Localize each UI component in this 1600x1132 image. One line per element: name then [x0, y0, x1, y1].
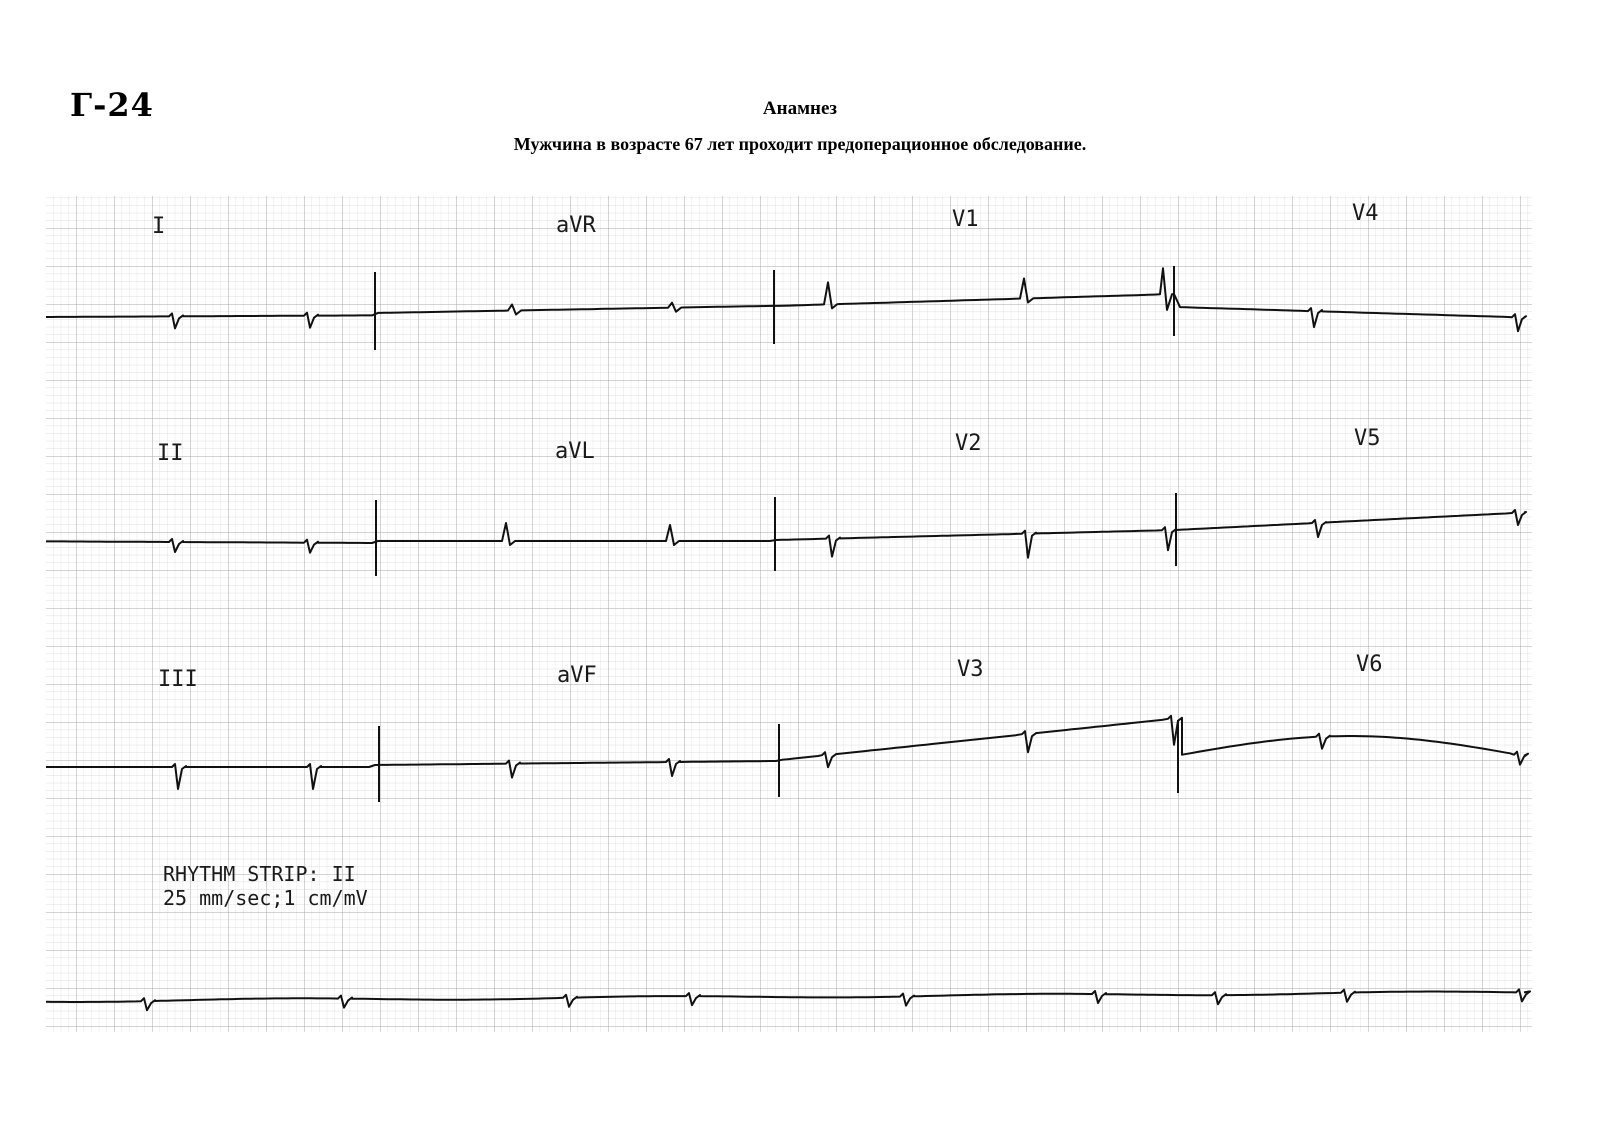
- rhythm-strip-settings: 25 mm/sec;1 cm/mV: [163, 886, 368, 910]
- lead-label-II: II: [157, 441, 184, 466]
- lead-label-V2: V2: [955, 431, 982, 456]
- lead-label-V1: V1: [952, 207, 979, 232]
- lead-label-V6: V6: [1356, 652, 1383, 677]
- rhythm-strip-label: RHYTHM STRIP: II: [163, 862, 356, 886]
- history-heading: Анамнез: [762, 98, 838, 119]
- lead-label-aVR: aVR: [556, 213, 596, 238]
- lead-label-V4: V4: [1352, 201, 1379, 226]
- lead-label-V5: V5: [1354, 426, 1381, 451]
- history-text: Мужчина в возрасте 67 лет проходит предоперационное обследование.: [513, 134, 1087, 154]
- lead-label-V3: V3: [957, 657, 984, 682]
- lead-label-III: III: [158, 667, 198, 692]
- lead-label-aVL: aVL: [555, 439, 595, 464]
- case-id: Г-24: [70, 86, 154, 124]
- lead-label-I: I: [152, 214, 166, 239]
- lead-label-aVF: aVF: [557, 663, 597, 688]
